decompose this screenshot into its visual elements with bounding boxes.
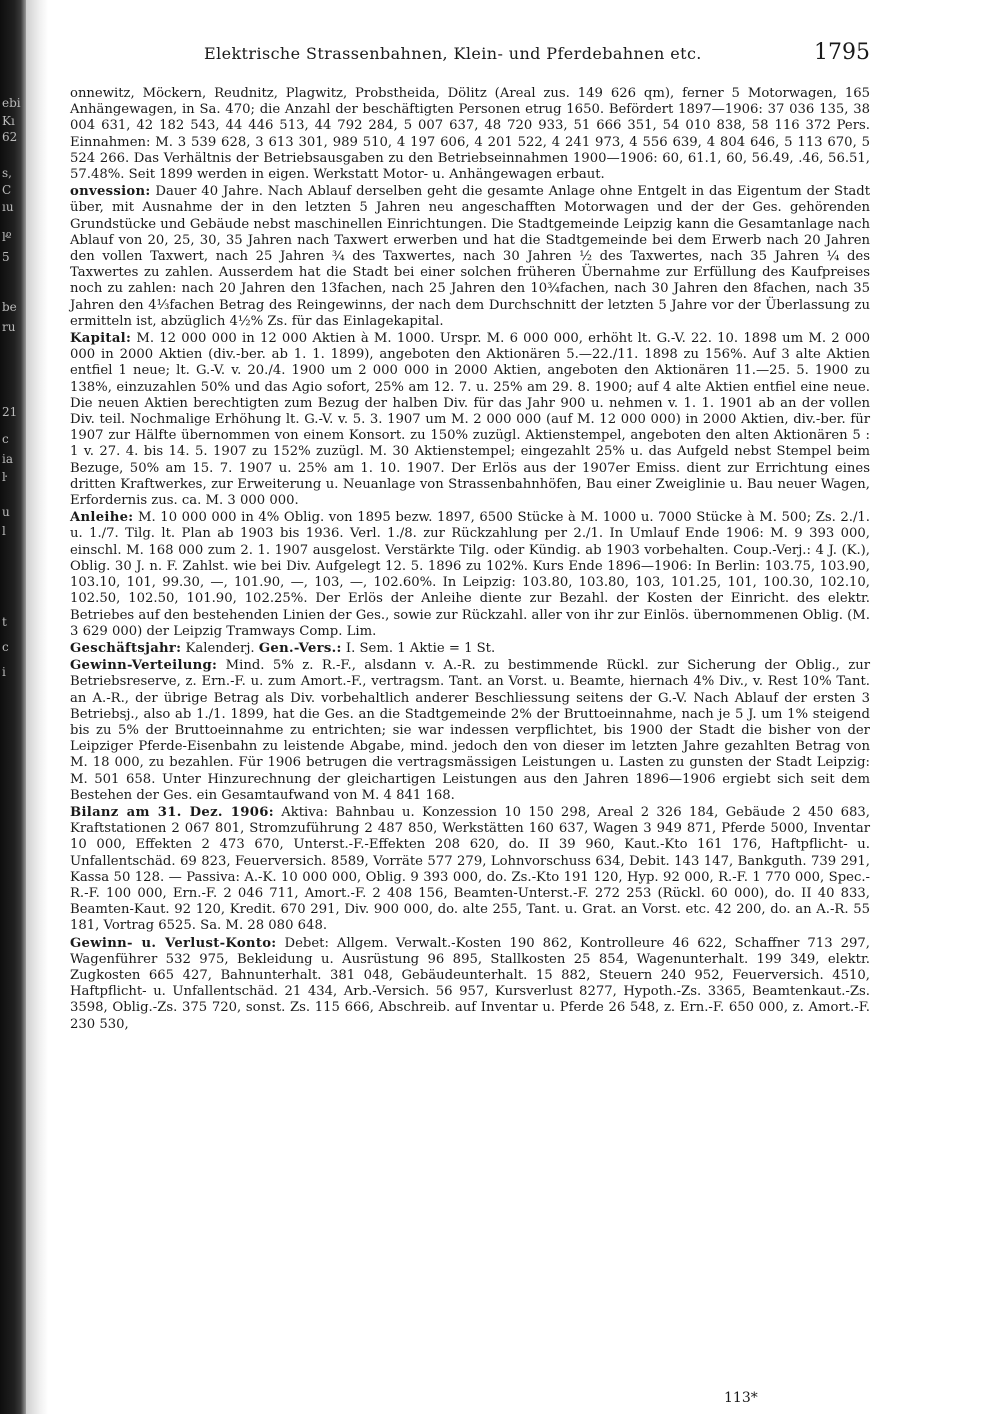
section-konzession <box>70 184 870 330</box>
margin-fragment: ebi <box>2 96 21 110</box>
section-geschaeftsjahr <box>70 641 870 657</box>
section-label: Gen.-Vers.: <box>258 640 342 656</box>
section-kapital <box>70 331 870 509</box>
page-number: 1795 <box>814 40 870 65</box>
signature-mark: 113* <box>724 1390 758 1406</box>
section-bilanz <box>70 805 870 935</box>
margin-fragment: c <box>2 640 9 654</box>
previous-page-fragments <box>0 0 42 1414</box>
section-anleihe <box>70 510 870 640</box>
margin-fragment: 62 <box>2 130 18 144</box>
section-label: Geschäftsjahr: <box>70 640 182 656</box>
margin-fragment: ia <box>2 452 13 466</box>
body-text <box>70 86 870 1034</box>
section-text: I. Sem. 1 Aktie = 1 St. <box>341 640 496 656</box>
margin-fragment: ru <box>2 320 16 334</box>
margin-fragment: C <box>2 183 12 197</box>
intro-paragraph: onnewitz, Möckern, Reudnitz, Plagwitz, Probstheida, Dölitz (Areal zus. 149 626 qm), ferner 5 Motorwagen, 165 Anhängewagen, in Sa. 470; die Anzahl der beschäftigten Personen etrug 1650. Befördert 1897—1906: 37 036 135, 38 004 631, 42 182 543, 44 446 513, 44 792 284, 5 007 637, 48 720 933, 51 666 351, 54 010 838, 58 116 372 Pers. Einnahmen: M. 3 539 628, 3 613 301, 989 510, 4 197 606, 4 201 522, 4 241 973, 4 556 639, 4 804 646, 5 113 670, 5 524 266. Das Verhältnis der Betriebsausgaben zu den Betriebseinnahmen 1900—1906: 60, 61.1, 60, 56.49, .46, 56.51, 57.48%. Seit 1899 werden in eigen. Werkstatt Motor- u. Anhängewagen erbaut. <box>70 86 870 183</box>
section-label: Anleihe: <box>70 510 134 526</box>
section-text: Mind. 5% z. R.-F., alsdann v. A.-R. zu bestimmende Rückl. zur Sicherung der Oblig., zur Betriebsreserve, z. Ern.-F. u. zum Amort.-F., vertragsm. Tant. an Vorst. u. Beamte, hiernach 4% Div., v. Rest 10% Tant. an A.-R., der übrige Betrag als Div. vorbehaltlich anderer Beschliessung seitens der G.-V. Nach Ablauf der ersten 3 Betriebsj., also ab 1./1. 1899, hat die Ges. an die Stadtgemeinde 2% der Bruttoeinnahme, nach je 5 J. um 1% steigend bis zu 5% der Bruttoeinnahme zu entrichten; sie war indessen verpflichtet, bis 1900 der Stadt die bisher von der Leipziger Pferde-Eisenbahn zu leistende Abgabe, mind. jedoch den von dieser im letzten Jahre gezahlten Betrag von M. 18 000, zu bezahlen. Für 1906 betrugen die vertragsmässigen Leistungen u. Lasten zu gunsten der Stadt Leipzig: M. 501 658. Unter Hinzurechnung der gleichartigen Leistungen aus den Jahren 1896—1906 ergiebt sich seit dem Bestehen der Ges. ein Gesamtaufwand von M. 4 841 168. <box>70 658 870 803</box>
section-text: Kalenderj. <box>181 640 259 656</box>
section-gewinn-verteilung <box>70 658 870 804</box>
margin-fragment: Kı <box>2 114 15 128</box>
margin-fragment: ŀº <box>2 230 12 244</box>
margin-fragment: 21 <box>2 405 18 419</box>
section-text: Debet: Allgem. Verwalt.-Kosten 190 862, Kontrolleure 46 622, Schaffner 713 297, Wagenführer 532 975, Bekleidung u. Ausrüstung 96 895, Stallkosten 25 854, Wagenunterhalt. 199 349, elektr. Zugkosten 665 427, Bahnunterhalt. 381 048, Gebäudeunterhalt. 15 882, Steuern 240 952, Feuerversich. 4510, Haftpflicht- u. Unfallentschäd. 21 434, Arb.-Versich. 56 957, Kursverlust 8277, Hypoth.-Zs. 3365, Beamtenkaut.-Zs. 3598, Oblig.-Zs. 375 720, sonst. Zs. 115 666, Abschreib. auf Inventar u. Pferde 26 548, z. Ern.-F. 650 000, z. Amort.-F. 230 530, <box>70 935 870 1032</box>
section-label: Bilanz am 31. Dez. 1906: <box>70 804 274 820</box>
section-label: Gewinn- u. Verlust-Konto: <box>70 935 277 951</box>
section-text: M. 12 000 000 in 12 000 Aktien à M. 1000. Urspr. M. 6 000 000, erhöht lt. G.-V. 22. 10. 1898 um M. 2 000 000 in 2000 Aktien (div.-ber. ab 1. 1. 1899), angeboten den Aktionären 5.—22./11. 1898 zu 156%. Auf 3 alte Aktien entfiel 1 neue; lt. G.-V. v. 20./4. 1900 um 2 000 000 in 2000 Aktien, angeboten den Aktionären 11.—25. 5. 1900 zu 138%, einzuzahlen 50% und das Agio sofort, 25% am 12. 7. u. 25% am 29. 8. 1900; auf 4 alte Aktien entfiel eine neue. Die neuen Aktien berechtigten zum Bezug der halben Div. für das Jahr 900 u. nehmen v. 1. 1. 1901 ab an der vollen Div. teil. Nochmalige Erhöhung lt. G.-V. v. 5. 3. 1907 um M. 2 000 000 (auf M. 12 000 000) in 2000 Aktien, div.-ber. für 1907 zur Hälfte übernommen von einem Konsort. zu 150% zuzügl. Aktienstempel, angeboten den alten Aktionären 5 : 1 v. 27. 4. bis 14. 5. 1907 zu 152% zuzügl. M. 30 Aktienstempel; eingezahlt 25% u. das Aufgeld nebst Stempel beim Bezuge, 50% am 15. 7. 1907 u. 25% am 1. 10. 1907. Der Erlös aus der 1907er Emiss. dient zur Errichtung eines dritten Kraftwerkes, zur Erweiterung u. Neuanlage von Strassenbahnhöfen, Bau einer Zweiglinie u. Bau neuer Wagen, Erfordernis zus. ca. M. 3 000 000. <box>70 331 870 509</box>
margin-fragment: c <box>2 432 9 446</box>
margin-fragment: l <box>2 524 6 538</box>
section-text: Aktiva: Bahnbau u. Konzession 10 150 298, Areal 2 326 184, Gebäude 2 450 683, Kraftstationen 2 067 801, Stromzuführung 2 487 850, Werkstätten 160 637, Wagen 3 949 871, Pferde 5000, Inventar 10 000, Effekten 2 473 670, Unterst.-F.-Effekten 208 620, do. II 39 960, Kaut.-Kto 161 176, Haftpflicht- u. Unfallentschäd. 69 823, Feuerversich. 8589, Vorräte 577 279, Lohnvorschuss 634, Debit. 143 147, Bankguth. 739 291, Kassa 50 128. — Passiva: A.-K. 10 000 000, Oblig. 9 393 000, do. Zs.-Kto 191 120, Hyp. 92 000, R.-F. 1 770 000, Spec.-R.-F. 100 000, Ern.-F. 2 046 711, Amort.-F. 2 408 156, Beamten-Unterst.-F. 272 253 (Rückl. 60 000), do. II 40 833, Beamten-Kaut. 92 120, Kredit. 670 291, Div. 900 000, do. alte 255, Tant. u. Grat. an Vorst. etc. 42 200, do. an A.-R. 55 181, Vortrag 6525. Sa. M. 28 080 648. <box>70 804 870 934</box>
margin-fragment: s, <box>2 166 12 180</box>
margin-fragment: u <box>2 505 10 519</box>
section-label: Kapital: <box>70 331 132 347</box>
margin-fragment: 5 <box>2 250 10 264</box>
section-label: Gewinn-Verteilung: <box>70 658 218 674</box>
margin-fragment: i <box>2 665 6 679</box>
section-text: Dauer 40 Jahre. Nach Ablauf derselben geht die gesamte Anlage ohne Entgelt in das Eigentum der Stadt über, mit Ausnahme der in den letzten 5 Jahren neu angeschafften Motorwagen und der der Ges. gehörenden Grundstücke und Gebäude nebst maschinellen Einrichtungen. Die Stadtgemeinde Leipzig kann die Gesamtanlage nach Ablauf von 20, 25, 30, 35 Jahren nach Taxwert erwerben und hat die Stadtgemeinde bei dem Erwerb nach 20 Jahren den vollen Taxwert, nach 25 Jahren ¾ des Taxwertes, nach 30 Jahren ½ des Taxwertes, nach 35 Jahren ¼ des Taxwertes zu zahlen. Ausserdem hat die Stadt bei einer solchen früheren Übernahme zur Erfüllung des Kaufpreises noch zu zahlen: nach 20 Jahren den 13fachen, nach 25 Jahren den 10¾fachen, nach 30 Jahren den 8fachen, nach 35 Jahren den 4⅓fachen Betrag des Reingewinns, der nach dem Durchschnitt der letzten 5 Jahre vor der Überlassung zu ermitteln ist, abzüglich 4½% Zs. für das Einlagekapital. <box>70 184 871 329</box>
running-title: Elektrische Strassenbahnen, Klein- und Pferdebahnen etc. <box>204 44 702 63</box>
margin-fragment: t <box>2 615 7 629</box>
margin-fragment: ŀ <box>2 470 6 484</box>
page-header <box>70 40 870 65</box>
margin-fragment: ıu <box>2 200 14 214</box>
margin-fragment: be <box>2 300 17 314</box>
section-label: onvession: <box>70 184 151 200</box>
section-text: M. 10 000 000 in 4% Oblig. von 1895 bezw. 1897, 6500 Stücke à M. 1000 u. 7000 Stücke à M. 500; Zs. 2./1. u. 1./7. Tilg. lt. Plan ab 1903 bis 1936. Verl. 1./8. zur Rückzahlung per 2./1. In Umlauf Ende 1906: M. 9 393 000, einschl. M. 168 000 zum 2. 1. 1907 ausgelost. Verstärkte Tilg. oder Kündig. ab 1903 vorbehalten. Coup.-Verj.: 4 J. (K.), Oblig. 30 J. n. F. Zahlst. wie bei Div. Aufgelegt 12. 5. 1896 zu 102%. Kurs Ende 1896—1906: In Berlin: 103.75, 103.90, 103.10, 101, 99.30, —, 101.90, —, 103, —, 102.60%. In Leipzig: 103.80, 103.80, 103, 101.25, 101, 100.30, 102.10, 102.50, 102.50, 101.90, 102.25%. Der Erlös der Anleihe diente zur Bezahl. der Kosten der Einricht. des elektr. Betriebes auf den bestehenden Linien der Ges., sowie zur Rückzahl. aller von ihr zur Einlös. übernommenen Oblig. (M. 3 629 000) der Leipzig Tramways Comp. Lim. <box>70 510 870 639</box>
section-gewinn-verlust <box>70 936 870 1033</box>
